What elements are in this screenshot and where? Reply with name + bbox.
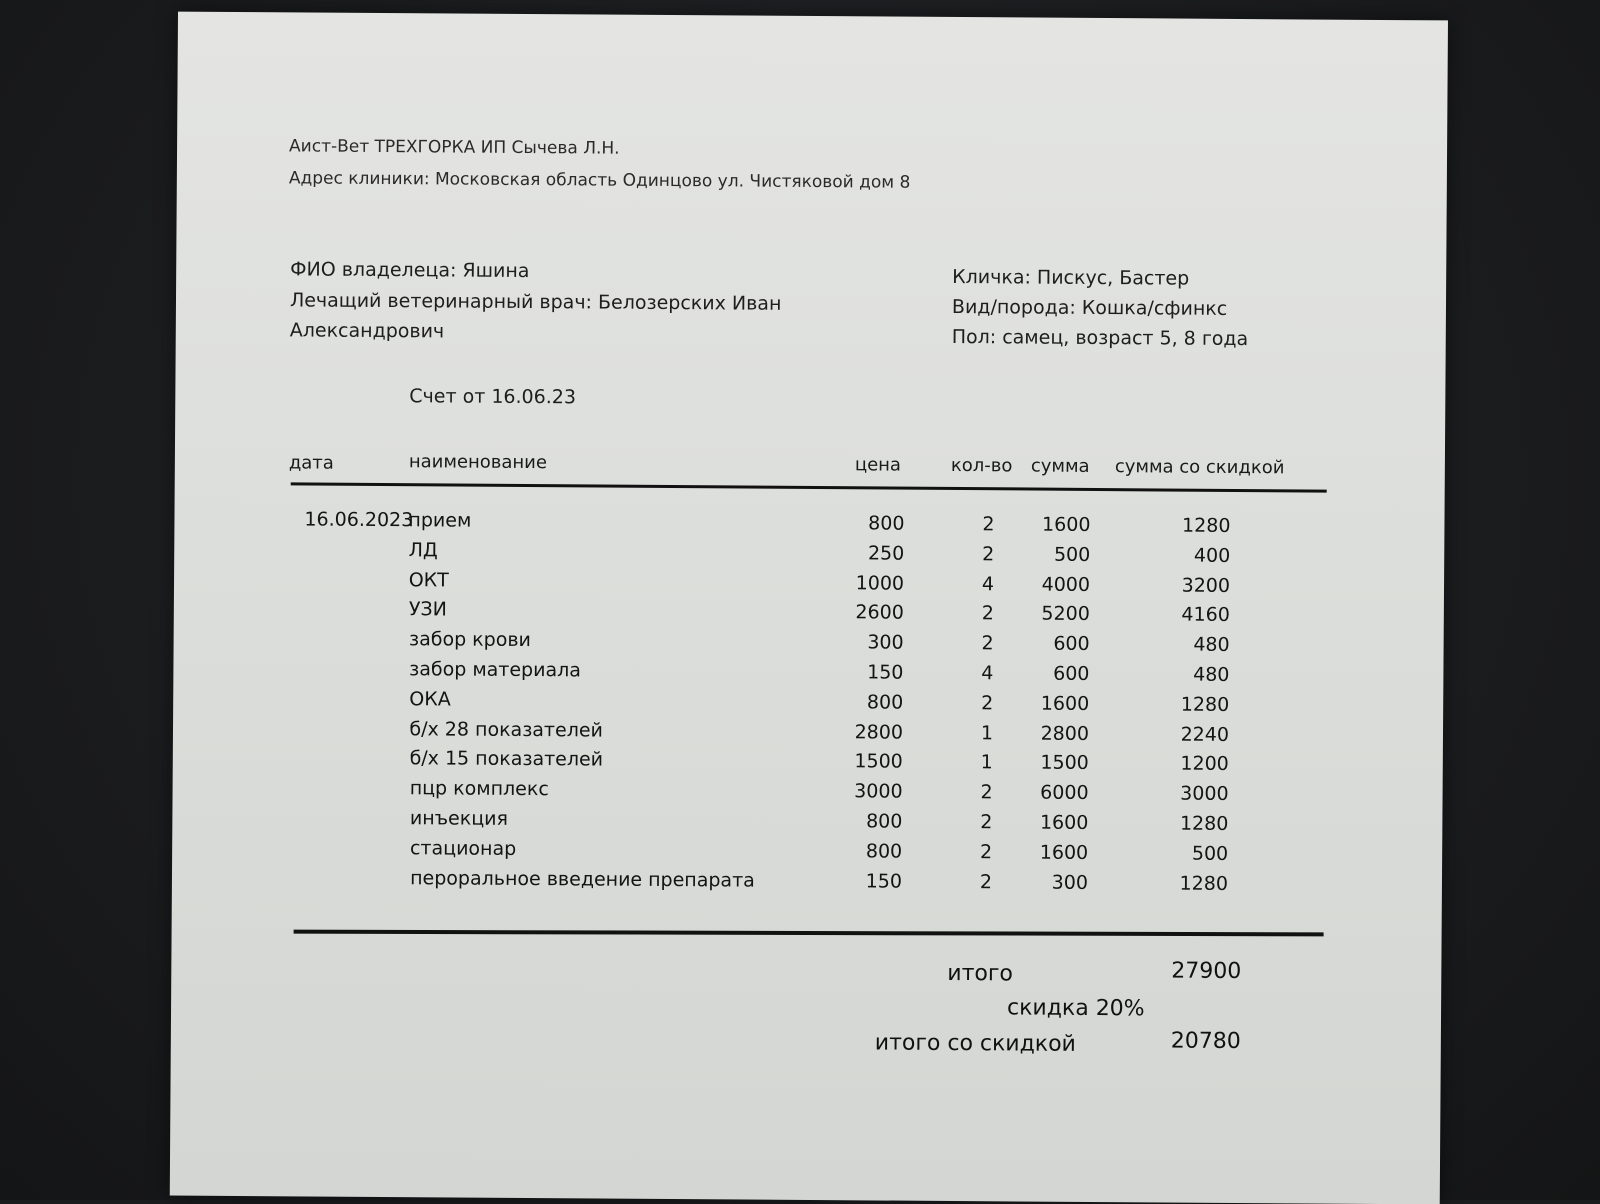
row-sum: 1600 [1042,513,1091,536]
row-price: 800 [866,810,903,833]
row-qty: 2 [980,811,993,834]
row-sum: 5200 [1041,603,1090,626]
owner-fio: ФИО владелеца: Яшина [290,258,530,283]
row-price: 150 [867,661,904,684]
row-sum: 500 [1053,543,1091,566]
row-discounted: 1200 [1180,752,1229,776]
clinic-address: Адрес клиники: Московская область Одинцово ул. Чистяковой дом 8 [288,168,911,193]
pet-breed: Вид/порода: Кошка/сфинкс [951,295,1228,320]
total-value: 27900 [1171,958,1242,985]
row-qty: 2 [981,691,994,715]
row-sum: 1600 [1039,811,1089,834]
clinic-name: Аист-Вет ТРЕХГОРКА ИП Сычева Л.Н. [289,136,620,159]
row-sum: 2800 [1040,722,1090,745]
row-discounted: 500 [1191,842,1229,865]
row-qty: 2 [981,632,994,655]
row-name: инъекция [409,807,509,830]
header-name: наименование [408,451,548,474]
row-name: прием [408,509,472,532]
row-name: ОКА [409,687,451,711]
row-price: 800 [866,691,904,714]
row-name: пцр комплекс [409,777,549,801]
header-sum: сумма [1030,455,1090,477]
row-price: 250 [867,542,905,565]
row-qty: 1 [980,751,993,774]
row-discounted: 1280 [1180,693,1230,716]
invoice-title: Счет от 16.06.23 [409,385,577,409]
row-discounted: 3200 [1181,574,1231,597]
row-discounted: 1280 [1182,514,1231,537]
row-sum: 1500 [1040,751,1089,775]
row-discounted: 480 [1193,663,1230,686]
row-name: забор материала [409,658,582,682]
row-name: ОКТ [408,568,449,592]
footer-rule [294,930,1324,937]
row-price: 2600 [855,601,904,625]
row-price: 1500 [854,750,903,774]
row-sum: 600 [1053,632,1090,656]
row-discounted: 480 [1193,633,1230,657]
row-discounted: 400 [1193,544,1231,567]
header-rule [291,482,1327,492]
invoice-sheet [170,12,1448,1204]
doctor-line-1: Лечащий ветеринарный врач: Белозерских Иван [289,289,782,315]
row-price: 300 [867,631,904,654]
row-discounted: 4160 [1181,603,1230,627]
row-price: 1000 [855,571,905,595]
row-price: 3000 [854,780,903,803]
header-date: дата [288,452,334,474]
pet-sex-age: Пол: самец, возраст 5, 8 года [951,325,1249,351]
row-price: 150 [865,869,903,893]
row-sum: 1600 [1040,692,1090,715]
pet-name: Кличка: Пискус, Бастер [952,265,1190,290]
row-sum: 6000 [1040,781,1089,805]
row-qty: 1 [980,721,994,744]
row-qty: 2 [980,781,993,804]
row-qty: 2 [979,870,993,893]
total-label: итого [947,960,1013,987]
row-discounted: 1280 [1179,812,1229,835]
row-discounted: 1280 [1179,872,1229,895]
row-qty: 2 [982,542,995,566]
header-discounted: сумма со скидкой [1114,456,1285,479]
row-qty: 2 [982,513,995,536]
row-price: 2800 [854,720,904,744]
row-discounted: 3000 [1180,782,1229,806]
row-sum: 300 [1051,871,1089,894]
row-name: стационар [409,837,517,860]
row-name: б/х 28 показателей [409,717,604,742]
row-qty: 4 [981,572,995,595]
row-name: пероральное введение препарата [410,866,755,892]
row-price: 800 [868,512,905,535]
header-price: цена [854,454,902,476]
row-price: 800 [865,840,903,863]
row-sum: 600 [1053,662,1090,685]
row-sum: 1600 [1039,841,1089,864]
total-discounted-label: итого со скидкой [874,1030,1076,1057]
row-name: УЗИ [408,598,447,621]
row-name: ЛД [408,538,438,562]
row-discounted: 2240 [1180,723,1230,746]
discount-label: скидка 20% [1006,995,1145,1022]
total-discounted-value: 20780 [1170,1028,1241,1055]
doctor-line-2: Александрович [289,319,445,343]
row-date: 16.06.2023 [304,508,414,532]
row-qty: 2 [979,840,993,864]
row-name: б/х 15 показателей [409,747,604,771]
row-sum: 4000 [1041,573,1091,596]
row-name: забор крови [408,628,532,652]
row-qty: 2 [981,602,994,625]
header-qty: кол-во [950,454,1013,477]
row-qty: 4 [981,662,994,685]
